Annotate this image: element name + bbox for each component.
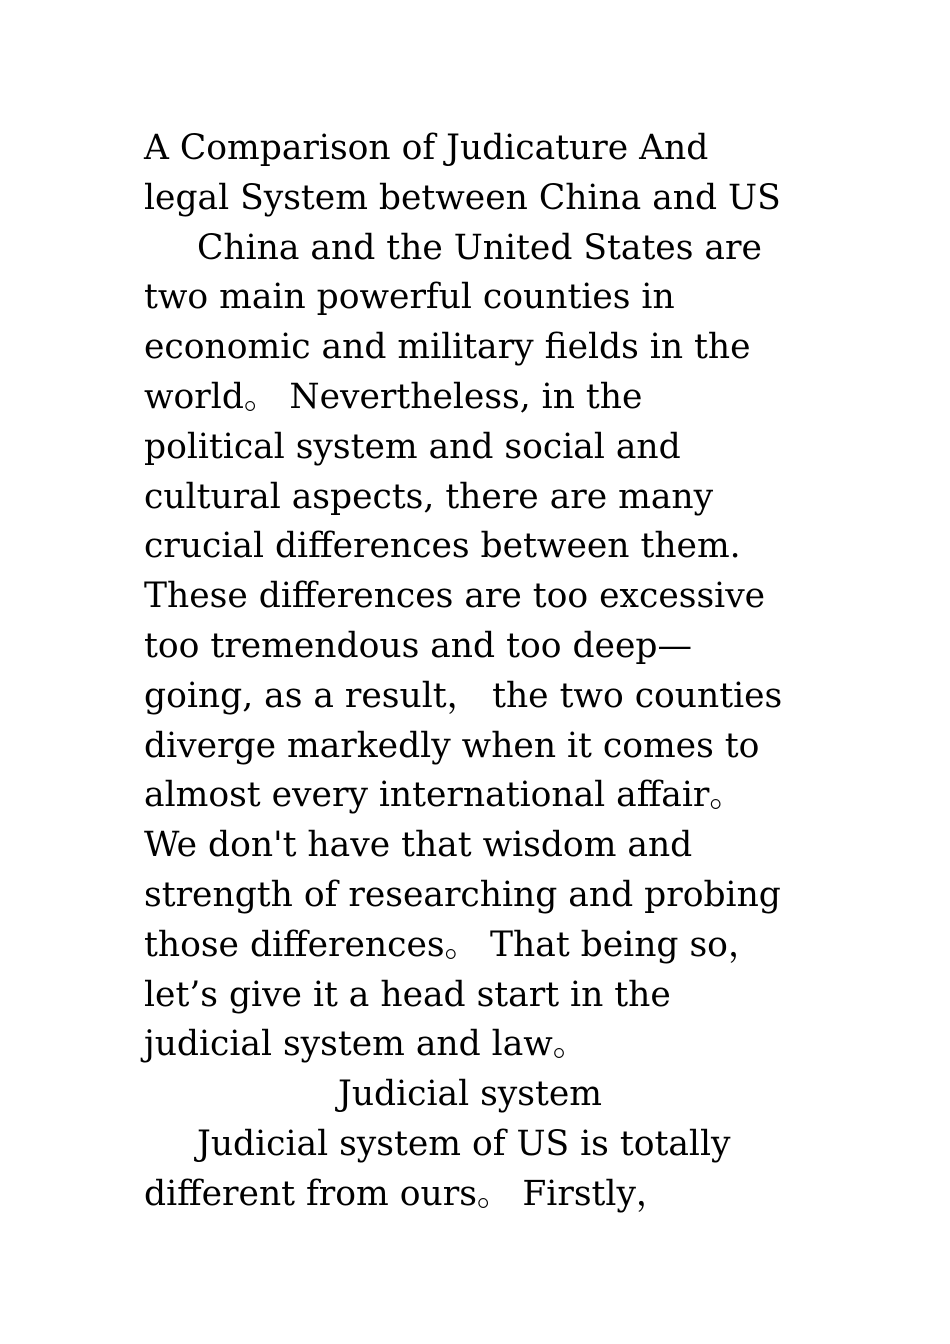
intro-paragraph-line-7: crucial differences between them. [144,526,741,567]
intro-paragraph-line-15: those differences。 That being so， [144,924,763,965]
document-title-line-1: A Comparison of Judicature And [144,128,709,168]
intro-paragraph-line-17: judicial system and law。 [144,1024,588,1065]
section-heading: Judicial system [338,1074,602,1115]
intro-paragraph-line-11: diverge markedly when it comes to [144,725,760,766]
intro-paragraph-line-4: world。 Nevertheless, in the [144,376,643,417]
intro-paragraph-line-16: let’s give it a head start in the [144,974,671,1015]
intro-paragraph-line-10: going, as a result， the two counties [144,675,783,716]
document-title-line-2: legal System between China and US [144,177,781,218]
intro-paragraph-line-14: strength of researching and probing [144,874,781,915]
intro-paragraph-line-6: cultural aspects, there are many [144,476,714,517]
intro-paragraph-line-12: almost every international affair。 [144,775,744,816]
intro-paragraph-line-5: political system and social and [144,426,681,467]
intro-paragraph-line-3: economic and military fields in the [144,327,751,368]
document-body [144,124,814,1220]
intro-paragraph-line-13: We don't have that wisdom and [144,825,693,866]
intro-paragraph-line-2: two main powerful counties in [144,277,675,318]
intro-paragraph-line-8: These differences are too excessive [144,576,766,617]
intro-paragraph-line-9: too tremendous and too deep— [144,625,692,666]
intro-paragraph-line-1: China and the United States are [197,227,762,268]
section-paragraph-line-2: different from ours。 Firstly， [144,1173,671,1214]
section-paragraph-line-1: Judicial system of US is totally [197,1123,731,1164]
